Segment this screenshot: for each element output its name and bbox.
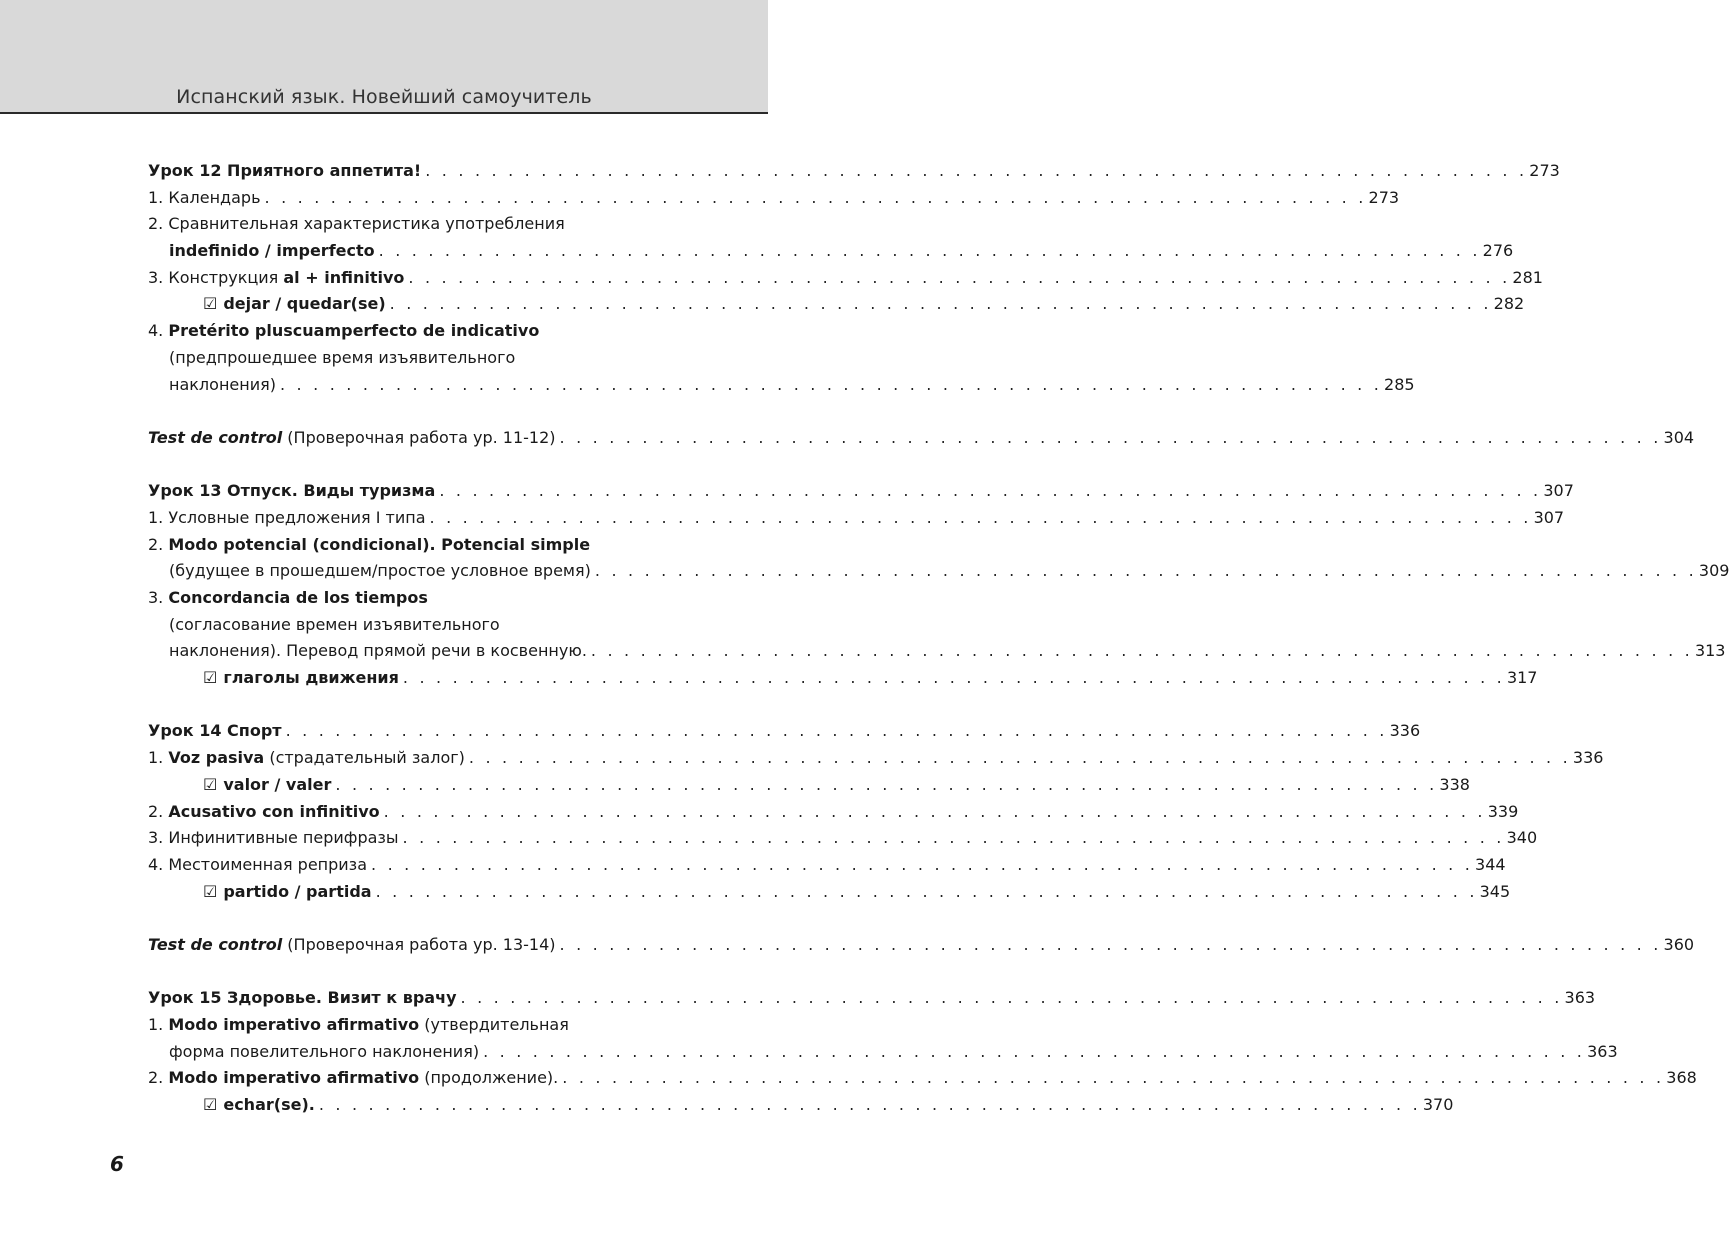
leader-dots [469,745,1571,772]
leader-dots [461,985,1563,1012]
page-ref: 276 [1482,241,1514,261]
entry-title: (предпрошедшее время изъявительного [169,347,516,367]
entry-title: Инфинитивные перифразы [168,828,399,848]
page-number: 6 [110,1152,124,1176]
test-subtitle: (Проверочная работа ур. 11-12) [282,427,556,447]
leader-dots [403,825,1505,852]
entry-title: indefinido / imperfecto [169,241,375,261]
leader-dots [286,718,1388,745]
lesson-title: Урок 13 Отпуск. Виды туризма [148,481,436,501]
toc-entry-continuation [148,372,1415,399]
entry-title: Voz pasiva [168,748,265,768]
toc-entry [148,1012,671,1039]
page-ref: 273 [1529,161,1560,180]
toc-entry [148,585,671,612]
entry-title: Modo potencial (condicional). Potencial simple [168,534,591,554]
page-ref: 345 [1479,881,1511,901]
entry-title: Pretérito pluscuamperfecto de indicativo [168,321,540,341]
entry-number: 3. [148,828,164,848]
page-ref: 363 [1587,1041,1618,1061]
page-ref: 338 [1439,774,1470,794]
toc-entry [148,745,1604,772]
toc-subentry [148,879,1511,906]
toc-entry-continuation [148,558,1729,585]
entry-title: форма повелительного наклонения) [169,1041,480,1061]
page-ref: 273 [1368,187,1400,207]
toc-entry [148,825,1538,852]
table-of-contents [148,158,1729,1119]
entry-number: 2. [148,214,164,234]
leader-dots [483,1039,1585,1066]
leader-dots [390,291,1492,318]
page-ref: 370 [1422,1095,1454,1115]
checkbox-icon: ☑ [203,774,218,794]
entry-title: (будущее в прошедшем/простое условное время) [169,561,591,581]
entry-number: 2. [148,1068,164,1088]
entry-number: 3. [148,267,164,287]
entry-title: Acusativo con infinitivo [168,801,380,821]
leader-dots [562,1065,1664,1092]
page-ref: 309 [1698,561,1729,581]
toc-subentry [148,291,1525,318]
entry-title: глаголы движения [223,668,399,688]
entry-number: 3. [148,588,164,607]
toc-entry [148,852,1506,879]
leader-dots [280,372,1382,399]
page-ref: 344 [1475,854,1506,874]
toc-test [148,425,1695,452]
page-ref: 363 [1564,988,1596,1008]
page-ref: 340 [1506,828,1538,848]
page-ref: 282 [1493,294,1525,314]
entry-title: partido / partida [223,881,372,901]
toc-subentry [148,772,1470,799]
leader-dots [319,1092,1421,1119]
toc-entry-continuation [148,638,1726,665]
page-ref: 336 [1572,748,1604,768]
entry-number: 2. [148,534,164,554]
entry-number: 1. [148,187,164,207]
toc-entry-continuation [148,612,671,639]
toc-entry [148,532,671,559]
entry-number: 1. [148,1015,164,1034]
entry-title: Modo imperativo afirmativo [168,1015,420,1034]
entry-title: Сравнительная характеристика употребления [168,214,565,234]
book-title: Испанский язык. Новейший самоучитель [176,86,592,108]
toc-lesson-15 [148,985,1596,1012]
leader-dots [430,505,1532,532]
entry-title: наклонения). Перевод прямой речи в косвенную. [169,641,587,661]
leader-dots [384,799,1486,826]
page-ref: 313 [1694,641,1726,661]
entry-number: 1. [148,748,164,768]
leader-dots [595,558,1697,585]
entry-title: Календарь [168,187,261,207]
leader-dots [379,238,1481,265]
page-ref: 285 [1384,374,1415,394]
page-ref: 336 [1389,721,1421,741]
toc-entry [148,318,671,345]
entry-title-bold: al + infinitivo [283,267,405,287]
toc-entry [148,185,1400,212]
toc-entry-continuation [148,238,1514,265]
lesson-title: Урок 12 Приятного аппетита! [148,161,422,180]
toc-lesson-13 [148,478,1574,505]
leader-dots [335,772,1437,799]
leader-dots [560,425,1662,452]
test-title: Test de control [148,427,283,447]
leader-dots [425,158,1527,185]
leader-dots [439,478,1541,505]
toc-test [148,932,1695,959]
leader-dots [408,265,1510,292]
entry-subtitle: (продолжение). [419,1068,559,1088]
leader-dots [371,852,1473,879]
entry-subtitle: (утвердительная [419,1015,569,1034]
leader-dots [265,185,1367,212]
checkbox-icon: ☑ [203,1095,218,1115]
checkbox-icon: ☑ [203,668,218,688]
leader-dots [376,879,1478,906]
toc-entry [148,265,1543,292]
toc-subentry [148,665,1538,692]
page-ref: 368 [1666,1068,1697,1088]
test-subtitle: (Проверочная работа ур. 13-14) [282,934,556,954]
lesson-title: Урок 14 Спорт [148,721,282,741]
page-ref: 304 [1663,427,1695,447]
entry-title: наклонения) [169,374,276,394]
entry-title: Concordancia de los tiempos [168,588,428,607]
checkbox-icon: ☑ [203,294,218,314]
toc-entry [148,1065,1697,1092]
page-ref: 307 [1543,481,1574,501]
leader-dots [591,638,1693,665]
entry-title: dejar / quedar(se) [223,294,386,314]
entry-title: echar(se). [223,1095,315,1115]
entry-number: 2. [148,801,164,821]
entry-title: (согласование времен изъявительного [169,614,500,634]
page-ref: 281 [1512,267,1543,287]
toc-entry-continuation [148,345,671,372]
page-ref: 360 [1663,934,1695,954]
page-ref: 317 [1506,668,1538,688]
entry-subtitle: (страдательный залог) [264,748,465,768]
toc-subentry [148,1092,1454,1119]
entry-title: Конструкция [168,267,284,287]
entry-title: Modo imperativo afirmativo [168,1068,420,1088]
toc-entry [148,505,1565,532]
entry-title: valor / valer [223,774,332,794]
entry-title: Условные предложения I типа [168,507,426,527]
leader-dots [560,932,1662,959]
toc-lesson-12 [148,158,1560,185]
lesson-title: Урок 15 Здоровье. Визит к врачу [148,988,457,1008]
toc-entry [148,799,1519,826]
toc-entry-continuation [148,1039,1618,1066]
entry-number: 4. [148,854,164,874]
test-title: Test de control [148,934,283,954]
entry-title: Местоименная реприза [168,854,367,874]
running-header [0,0,768,114]
leader-dots [403,665,1505,692]
entry-number: 1. [148,507,164,527]
toc-entry [148,211,671,238]
page-ref: 307 [1533,507,1565,527]
checkbox-icon: ☑ [203,881,218,901]
entry-number: 4. [148,321,164,341]
toc-lesson-14 [148,718,1421,745]
page-ref: 339 [1487,801,1519,821]
